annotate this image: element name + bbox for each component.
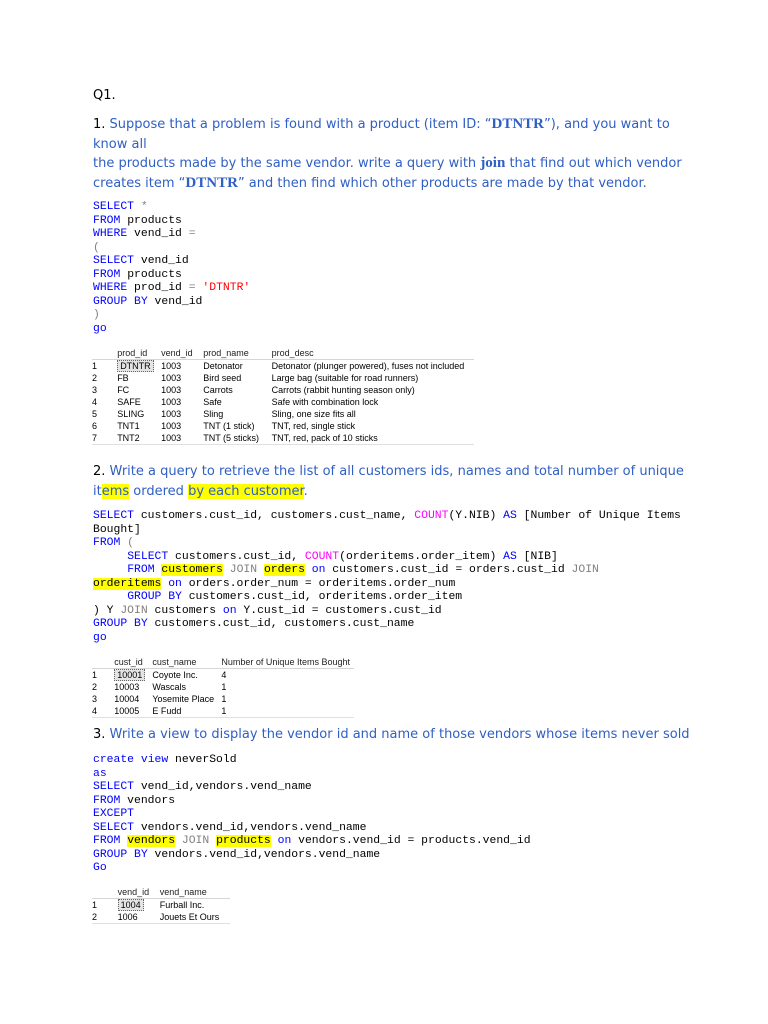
table-row[interactable] bbox=[92, 911, 230, 924]
q1-sql-code: SELECT * FROM products WHERE vend_id = ( SELECT vend_id FROM products WHERE prod_id = 'DTNTR' GROUP BY vend_id ) go bbox=[93, 201, 251, 335]
q1-number: 1. bbox=[93, 117, 106, 132]
table-cell[interactable]: Safe with combination lock bbox=[271, 397, 379, 407]
column-header[interactable]: prod_desc bbox=[272, 347, 474, 360]
table-cell[interactable] bbox=[117, 360, 161, 373]
row-number[interactable]: 1 bbox=[92, 670, 98, 680]
row-number[interactable]: 2 bbox=[92, 912, 98, 922]
row-number[interactable]: 4 bbox=[92, 706, 98, 716]
column-header[interactable]: vend_id bbox=[118, 886, 160, 899]
table-cell[interactable]: TNT (5 sticks) bbox=[203, 433, 260, 443]
column-header[interactable]: cust_id bbox=[114, 656, 152, 669]
table-cell[interactable]: 1 bbox=[221, 706, 227, 716]
row-number[interactable]: 2 bbox=[92, 373, 98, 383]
table-cell[interactable]: 1 bbox=[221, 694, 227, 704]
table-cell[interactable] bbox=[114, 669, 152, 682]
table-cell[interactable] bbox=[118, 899, 160, 912]
q1-line-3: the products made by the same vendor. write a query with join that find out which vendor bbox=[93, 155, 682, 171]
table-cell[interactable]: TNT1 bbox=[117, 421, 140, 431]
table-cell[interactable]: 1003 bbox=[161, 433, 182, 443]
table-cell[interactable]: Safe bbox=[203, 397, 222, 407]
table-cell[interactable]: Detonator bbox=[203, 361, 243, 371]
q3-sql-code: create view neverSold as SELECT vend_id,vendors.vend_name FROM vendors EXCEPT SELECT vendors.vend_id,vendors.vend_name FROM vendors JOIN products on vendors.vend_id = products.vend_id GROUP BY vendors.vend_id,vendors.vend_name Go bbox=[93, 754, 531, 874]
q2-line-2: items ordered by each customer. bbox=[93, 483, 308, 499]
table-cell[interactable]: Carrots bbox=[203, 385, 233, 395]
column-header[interactable]: vend_name bbox=[160, 886, 230, 899]
column-header[interactable]: prod_name bbox=[203, 347, 271, 360]
result-table bbox=[92, 347, 474, 445]
q3-number: 3. bbox=[93, 727, 106, 742]
q1-line-4: creates item “DTNTR” and then find which other products are made by that vendor. bbox=[93, 174, 647, 191]
table-cell[interactable]: 10003 bbox=[114, 682, 140, 692]
table-cell[interactable]: FC bbox=[117, 385, 130, 395]
table-cell[interactable]: TNT, red, pack of 10 sticks bbox=[271, 433, 378, 443]
q1-prompt bbox=[93, 115, 682, 193]
table-cell[interactable]: 1003 bbox=[161, 361, 182, 371]
table-cell[interactable]: TNT2 bbox=[117, 433, 140, 443]
selected-cell[interactable]: DTNTR bbox=[117, 360, 154, 372]
column-header[interactable]: Number of Unique Items Bought bbox=[221, 656, 354, 669]
q3-result-grid bbox=[92, 886, 230, 924]
table-row[interactable] bbox=[92, 372, 474, 384]
table-cell[interactable]: 10005 bbox=[114, 706, 140, 716]
table-row[interactable] bbox=[92, 899, 230, 912]
table-cell[interactable]: 1003 bbox=[161, 397, 182, 407]
join-emphasis: join bbox=[480, 155, 506, 171]
table-cell[interactable]: 4 bbox=[221, 670, 227, 680]
table-cell[interactable]: Large bag (suitable for road runners) bbox=[271, 373, 419, 383]
selected-cell[interactable]: 10001 bbox=[114, 669, 145, 681]
table-cell[interactable]: Furball Inc. bbox=[159, 900, 205, 910]
table-cell[interactable]: 1003 bbox=[161, 421, 182, 431]
table-cell[interactable]: FB bbox=[117, 373, 129, 383]
table-cell[interactable]: TNT, red, single stick bbox=[271, 421, 356, 431]
table-cell[interactable]: E Fudd bbox=[152, 706, 182, 716]
table-cell[interactable]: Wascals bbox=[152, 682, 187, 692]
row-number[interactable]: 1 bbox=[92, 361, 98, 371]
table-header-row bbox=[92, 347, 474, 360]
q1-line-2: know all bbox=[93, 136, 147, 152]
column-header[interactable]: prod_id bbox=[117, 347, 161, 360]
q2-number: 2. bbox=[93, 464, 106, 479]
column-header[interactable]: cust_name bbox=[152, 656, 221, 669]
table-cell[interactable]: 1006 bbox=[117, 912, 138, 922]
table-row[interactable] bbox=[92, 432, 474, 445]
item-id-emphasis: DTNTR bbox=[491, 116, 544, 132]
row-number[interactable]: 1 bbox=[92, 900, 98, 910]
table-row[interactable] bbox=[92, 408, 474, 420]
q1-line-1: 1. Suppose that a problem is found with a product (item ID: “DTNTR”), and you want to bbox=[93, 116, 670, 132]
table-row[interactable] bbox=[92, 669, 354, 682]
q2-sql-code: SELECT customers.cust_id, customers.cust_name, COUNT(Y.NIB) AS [Number of Unique Items Bought] FROM ( SELECT customers.cust_id, COUNT(orderitems.order_item) AS [NIB] FROM customers JOIN orders on customers.cust_id = orders.cust_id JOIN orderitems on orders.order_num = orderitems.order_num GROUP BY customers.cust_id, orderitems.order_item ) Y JOIN customers on Y.cust_id = customers.cust_id GROUP BY customers.cust_id, customers.cust_name go bbox=[93, 510, 681, 644]
table-cell[interactable]: Sling bbox=[203, 409, 224, 419]
table-row[interactable] bbox=[92, 693, 354, 705]
table-cell[interactable]: SLING bbox=[117, 409, 145, 419]
row-number[interactable]: 7 bbox=[92, 433, 98, 443]
item-id-emphasis-2: DTNTR bbox=[185, 174, 238, 191]
column-header[interactable] bbox=[92, 347, 117, 360]
table-cell[interactable]: Detonator (plunger powered), fuses not included bbox=[271, 361, 465, 371]
table-row[interactable] bbox=[92, 705, 354, 718]
table-row[interactable] bbox=[92, 360, 474, 373]
table-cell[interactable]: 1003 bbox=[161, 385, 182, 395]
q2-line-1: 2. Write a query to retrieve the list of all customers ids, names and total number of unique bbox=[93, 464, 684, 479]
table-cell[interactable]: SAFE bbox=[117, 397, 141, 407]
table-cell[interactable]: Yosemite Place bbox=[152, 694, 215, 704]
table-cell[interactable]: TNT (1 stick) bbox=[203, 421, 255, 431]
row-number[interactable]: 3 bbox=[92, 385, 98, 395]
q2-result-grid bbox=[92, 656, 354, 718]
q1-result-grid bbox=[92, 347, 474, 445]
row-number[interactable]: 4 bbox=[92, 397, 98, 407]
q3-line-1: 3. Write a view to display the vendor id and name of those vendors whose items never sold bbox=[93, 727, 690, 742]
table-row[interactable] bbox=[92, 420, 474, 432]
table-row[interactable] bbox=[92, 384, 474, 396]
row-number[interactable]: 5 bbox=[92, 409, 98, 419]
table-cell[interactable]: Coyote Inc. bbox=[152, 670, 198, 680]
result-table bbox=[92, 656, 354, 718]
table-cell[interactable]: 1003 bbox=[161, 409, 182, 419]
table-cell[interactable]: 1 bbox=[221, 682, 227, 692]
column-header[interactable]: vend_id bbox=[161, 347, 203, 360]
row-number[interactable]: 6 bbox=[92, 421, 98, 431]
table-header-row bbox=[92, 886, 230, 899]
q3-prompt bbox=[93, 725, 690, 745]
column-header[interactable] bbox=[92, 656, 114, 669]
table-cell[interactable]: 1003 bbox=[161, 373, 182, 383]
table-cell[interactable]: Jouets Et Ours bbox=[159, 912, 220, 922]
selected-cell[interactable]: 1004 bbox=[118, 899, 144, 911]
table-cell[interactable]: Bird seed bbox=[203, 373, 242, 383]
table-row[interactable] bbox=[92, 681, 354, 693]
row-number[interactable]: 2 bbox=[92, 682, 98, 692]
table-cell[interactable]: Sling, one size fits all bbox=[271, 409, 356, 419]
column-header[interactable] bbox=[92, 886, 118, 899]
table-cell[interactable]: Carrots (rabbit hunting season only) bbox=[271, 385, 415, 395]
table-cell[interactable]: 10004 bbox=[114, 694, 140, 704]
question-heading: Q1. bbox=[93, 88, 116, 103]
q2-prompt bbox=[93, 462, 684, 501]
row-number[interactable]: 3 bbox=[92, 694, 98, 704]
table-header-row bbox=[92, 656, 354, 669]
table-row[interactable] bbox=[92, 396, 474, 408]
result-table bbox=[92, 886, 230, 924]
